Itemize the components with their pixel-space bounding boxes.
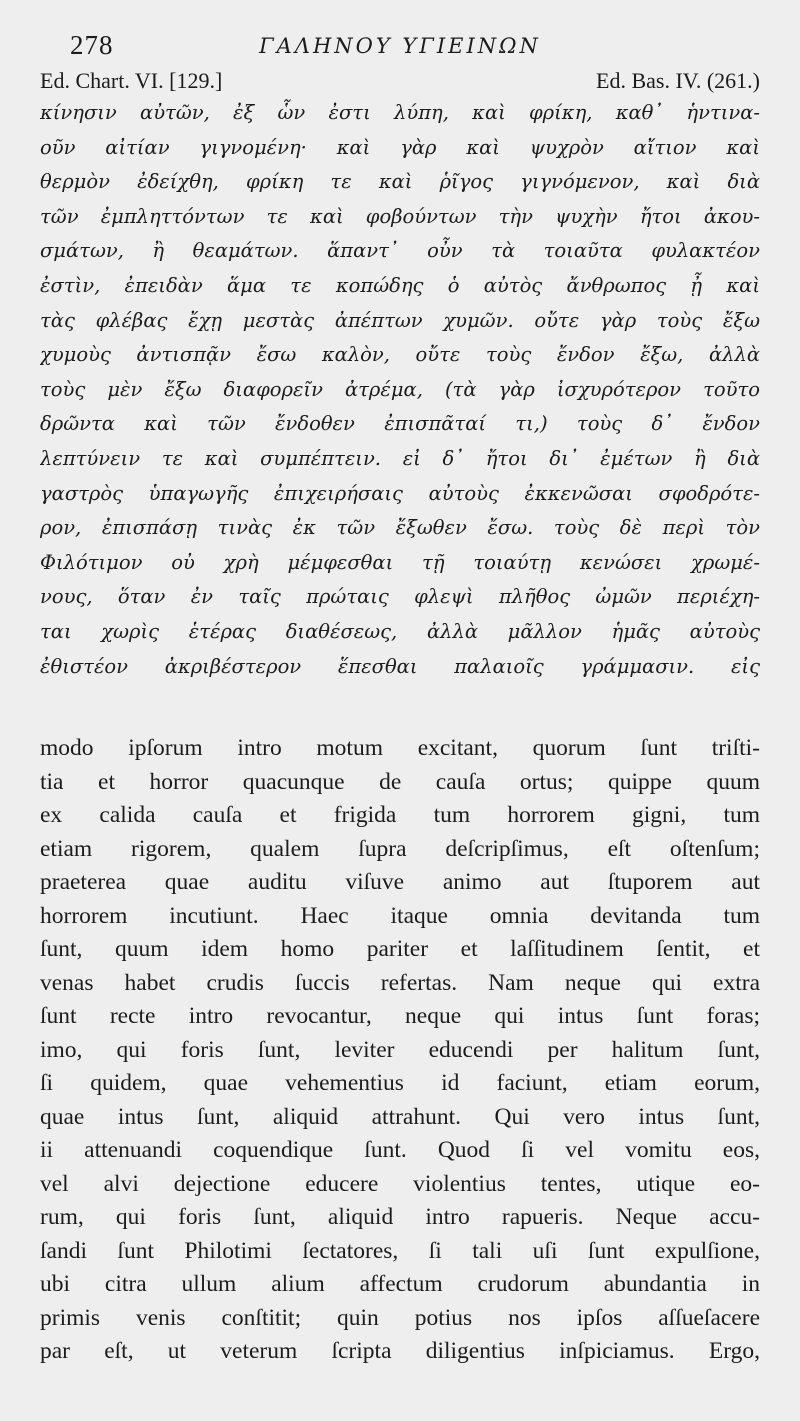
greek-line: σμάτων, ἢ θεαμάτων. ἅπαντ᾽ οὖν τὰ τοιαῦτα φυλακτέον bbox=[40, 239, 760, 263]
latin-text-block bbox=[40, 732, 760, 1369]
greek-line: νους, ὅταν ἐν ταῖς πρώταις φλεψὶ πλῆθος ὠμῶν περιέχη- bbox=[40, 585, 760, 609]
latin-line: horrorem incutiunt. Haec itaque omnia devitanda tum bbox=[40, 902, 760, 929]
greek-line: τὰς φλέβας ἔχῃ μεστὰς ἀπέπτων χυμῶν. οὔτε γὰρ τοὺς ἔξω bbox=[40, 308, 760, 332]
latin-line: imo, qui foris ſunt, leviter educendi per halitum ſunt, bbox=[40, 1036, 760, 1063]
latin-line: primis venis conſtitit; quin potius nos ipſos aſſueſacere bbox=[40, 1304, 760, 1331]
greek-line: τῶν ἐμπληττόντων τε καὶ φοβούντων τὴν ψυχὴν ἤτοι ἀκου- bbox=[40, 204, 760, 228]
greek-line: λεπτύνειν τε καὶ συμπέπτειν. εἰ δ᾽ ἤτοι δι᾽ ἐμέτων ἢ διὰ bbox=[40, 446, 760, 470]
greek-line: θερμὸν ἐδείχθη, φρίκη τε καὶ ῥῖγος γιγνόμενον, καὶ διὰ bbox=[40, 170, 760, 194]
greek-line: οῦν αἰτίαν γιγνομένη· καὶ γὰρ καὶ ψυχρὸν αἴτιον καὶ bbox=[40, 135, 760, 159]
greek-line: ρον, ἐπισπάσῃ τινὰς ἐκ τῶν ἔξωθεν ἔσω. τοὺς δὲ περὶ τὸν bbox=[40, 516, 760, 540]
latin-line: quae intus ſunt, aliquid attrahunt. Qui vero intus ſunt, bbox=[40, 1103, 760, 1130]
latin-line: ſunt, quum idem homo pariter et laſſitudinem ſentit, et bbox=[40, 936, 760, 963]
latin-line: vel alvi dejectione educere violentius tentes, utique eo- bbox=[40, 1170, 760, 1197]
greek-line: Φιλότιμον οὐ χρὴ μέμφεσθαι τῇ τοιαύτῃ κενώσει χρωμέ- bbox=[40, 550, 760, 574]
page-number: 278 bbox=[70, 30, 114, 60]
latin-line: ubi citra ullum alium affectum crudorum abundantia in bbox=[40, 1271, 760, 1298]
edition-reference-line bbox=[40, 66, 760, 96]
running-title: ΓΑΛΗΝΟΥ ΥΓΙΕΙΝΩΝ bbox=[259, 34, 541, 58]
edition-reference-right: Ed. Bas. IV. (261.) bbox=[596, 68, 760, 93]
greek-line: ἐθιστέον ἀκριβέστερον ἕπεσθαι παλαιοῖς γράμμασιν. εἰς bbox=[40, 654, 760, 678]
greek-line: γαστρὸς ὑπαγωγῆς ἐπιχειρήσαις αὐτοὺς ἐκκενῶσαι σφοδρότε- bbox=[40, 481, 760, 505]
greek-line: ἐστὶν, ἐπειδὰν ἅμα τε κοπώδης ὁ αὐτὸς ἄνθρωπος ᾖ καὶ bbox=[40, 273, 760, 297]
latin-line: ex calida cauſa et frigida tum horrorem gigni, tum bbox=[40, 802, 760, 829]
latin-line: etiam rigorem, qualem ſupra deſcripſimus, eſt oſtenſum; bbox=[40, 835, 760, 862]
latin-line: ſandi ſunt Philotimi ſectatores, ſi tali uſi ſunt expulſione, bbox=[40, 1237, 760, 1264]
edition-reference-left: Ed. Chart. VI. [129.] bbox=[40, 68, 223, 93]
latin-line: modo ipſorum intro motum excitant, quorum ſunt triſti- bbox=[40, 735, 760, 762]
greek-line: δρῶντα καὶ τῶν ἔνδοθεν ἐπισπᾶταί τι,) τοὺς δ᾽ ἔνδον bbox=[40, 412, 760, 436]
greek-text-block bbox=[40, 96, 760, 684]
running-head bbox=[40, 0, 760, 70]
latin-line: rum, qui foris ſunt, aliquid intro rapueris. Neque accu- bbox=[40, 1204, 760, 1231]
latin-line: ii attenuandi coquendique ſunt. Quod ſi vel vomitu eos, bbox=[40, 1137, 760, 1164]
latin-line: tia et horror quacunque de cauſa ortus; quippe quum bbox=[40, 768, 760, 795]
latin-line: praeterea quae auditu viſuve animo aut ſtuporem aut bbox=[40, 869, 760, 896]
latin-line: ſi quidem, quae vehementius id faciunt, etiam eorum, bbox=[40, 1070, 760, 1097]
latin-line: venas habet crudis ſuccis refertas. Nam neque qui extra bbox=[40, 969, 760, 996]
greek-line: χυμοὺς ἀντισπᾷν ἔσω καλὸν, οὔτε τοὺς ἔνδον ἔξω, ἀλλὰ bbox=[40, 343, 760, 367]
greek-line: κίνησιν αὐτῶν, ἐξ ὧν ἐστι λύπη, καὶ φρίκη, καθ᾽ ἡντινα- bbox=[40, 101, 760, 124]
latin-line: ſunt recte intro revocantur, neque qui intus ſunt foras; bbox=[40, 1003, 760, 1030]
greek-line: ται χωρὶς ἑτέρας διαθέσεως, ἀλλὰ μᾶλλον ἡμᾶς αὐτοὺς bbox=[40, 619, 760, 643]
greek-line: τοὺς μὲν ἔξω διαφορεῖν ἀτρέμα, (τὰ γὰρ ἰσχυρότερον τοῦτο bbox=[40, 377, 760, 401]
latin-line: par eſt, ut veterum ſcripta diligentius inſpiciamus. Ergo, bbox=[40, 1338, 760, 1365]
